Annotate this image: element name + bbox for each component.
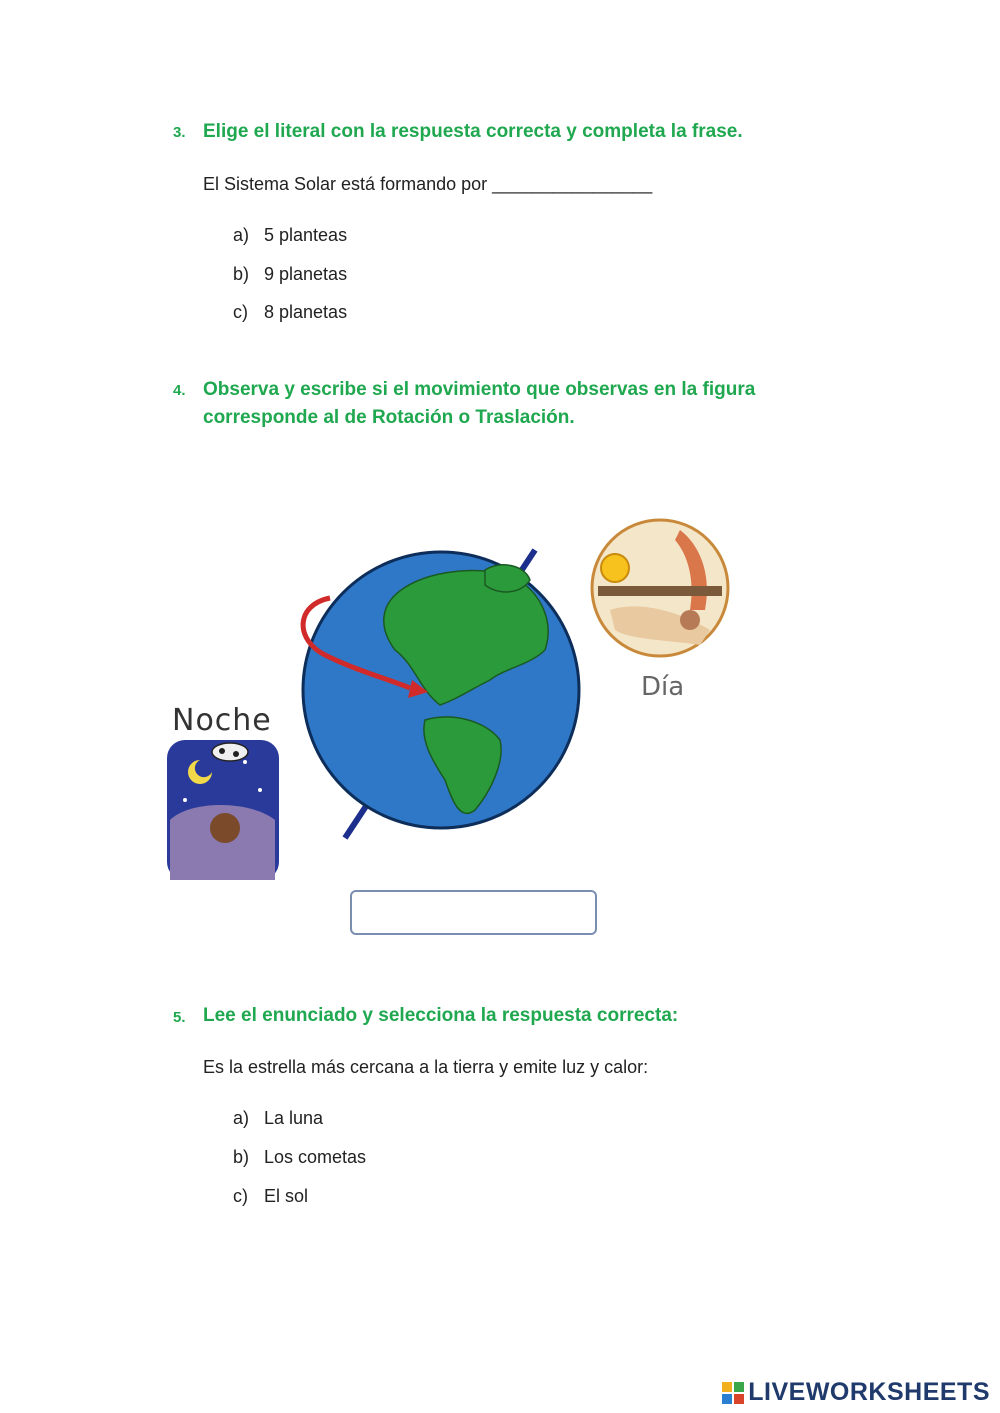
night-label: Noche (172, 703, 272, 738)
brand-name: LIVEWORKSHEETS (748, 1378, 990, 1406)
question-3-option-a[interactable] (233, 225, 347, 246)
question-3-title: Elige el literal con la respuesta correcta y completa la frase. (203, 121, 743, 142)
rotation-translation-answer-input[interactable] (350, 890, 597, 935)
option-letter: b) (233, 1147, 250, 1167)
day-label: Día (641, 672, 685, 702)
question-5-option-b[interactable] (233, 1147, 366, 1168)
question-3-stem: El Sistema Solar está formando por ________________ (203, 174, 653, 194)
option-letter: a) (233, 1108, 250, 1128)
liveworksheets-logo (722, 1378, 990, 1407)
question-3-option-c[interactable] (233, 302, 347, 323)
question-5-stem: Es la estrella más cercana a la tierra y emite luz y calor: (203, 1057, 649, 1077)
question-3-option-b[interactable] (233, 264, 347, 285)
option-letter: c) (233, 302, 248, 322)
liveworksheets-logo-icon (722, 1382, 744, 1404)
question-4-title-line-2: corresponde al de Rotación o Traslación. (203, 407, 575, 428)
option-letter: c) (233, 1186, 248, 1206)
question-5-title: Lee el enunciado y selecciona la respuesta correcta: (203, 1005, 679, 1026)
option-letter: a) (233, 225, 250, 245)
option-text: Los cometas (264, 1147, 367, 1167)
option-text: 5 planteas (264, 225, 348, 245)
question-5-option-c[interactable] (233, 1186, 308, 1207)
day-vignette (592, 520, 728, 656)
option-text: 9 planetas (264, 264, 348, 284)
option-text: El sol (264, 1186, 309, 1206)
question-3-number: 3. (173, 124, 186, 141)
night-vignette (167, 740, 279, 880)
question-5-option-a[interactable] (233, 1108, 323, 1129)
option-text: 8 planetas (264, 302, 348, 322)
option-letter: b) (233, 264, 250, 284)
question-4-number: 4. (173, 382, 186, 399)
question-5-number: 5. (173, 1009, 186, 1026)
question-4-title-line-1: Observa y escribe si el movimiento que observas en la figura (203, 379, 756, 400)
option-text: La luna (264, 1108, 324, 1128)
